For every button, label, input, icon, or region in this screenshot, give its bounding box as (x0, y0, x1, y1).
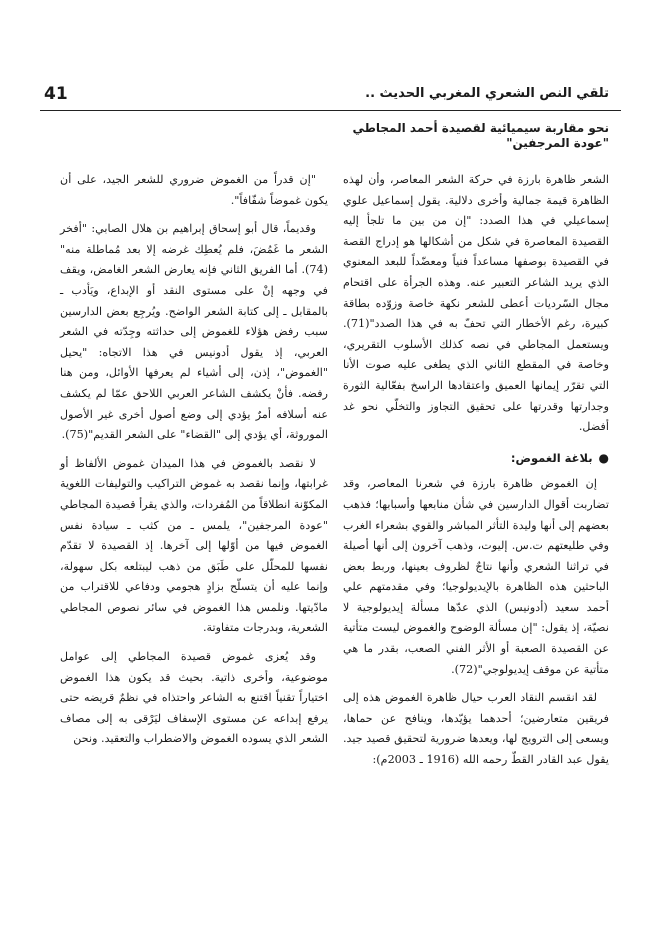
running-title: تلقي النص الشعري المغربي الحديث .. (365, 86, 609, 101)
paragraph: لقد انقسم النقاد العرب حيال ظاهرة الغموض هذه إلى فريقين متعارضين؛ أحدهما يؤيّدها، وينافح عن حماها، ويسعى إلى الترويج لها، ويعدها ضرورية لتحقيق قصيد جيد. يقول عبد القادر القطّ رحمه الله (1916 ـ 2003م): (343, 691, 609, 767)
paragraph: "إن قدراً من الغموض ضروري للشعر الجيد، على أن يكون غموضاً شفّافاً". (60, 173, 328, 207)
bullet-icon: ● (598, 450, 609, 465)
section-heading-text: بلاغة الغموض: (510, 450, 593, 465)
paragraph: إن الغموض ظاهرة بارزة في شعرنا المعاصر، وقد تضاربت أقوال الدارسين في شأن منابعها وأسبابها؛ فذهب بعضهم إلى أنها وليدة التأثر المباشر والقوي بشعراء الغرب وفي طليعتهم ت.س. إليوت، وذهب آخرون إلى أنها أصيلة في تراثنا الشعري وأنها نتاجٌ لظروف بعينها، وربط بعض الباحثين هذه الظاهرة بالإيديولوجيا؛ وفي مقدمتهم علي أحمد سعيد (أدونيس) الذي عدّها مسألة إيديولوجية لا نصيّة، إذ يقول: "إن مسألة الوضوح والغموض ليست متأتية عن القصيدة الصعبة أو الأثر الفني الصعب، بقدر ما هي متأتية عن موقف إيديولوجي"(72). (343, 477, 609, 676)
article-subtitle: نحو مقاربة سيميائية لقصيدة أحمد المجاطي (352, 121, 609, 135)
paragraph: لا نقصد بالغموض في هذا الميدان غموض الألفاظ أو غرابتها، وإنما نقصد به غموض التراكيب والتوليفات اللغوية المكوّنة انطلاقاً من المُفردات، والذي يقرأ قصيدة المجاطي "عودة المرجفين"، يلمس ـ من كثب ـ سيادة نفس الغموض فيها من أوّلها إلى آخرها. إذ القصيدة لا تقدّم نفسها للمحلّل على طَبَق من ذهب ليبتلعه بكل سهولة، وإنما عليه أن يتسلّح بزادٍ هجومي ودفاعي للاقتراب من مادّيتها. ونلمس هذا الغموض في سائر نصوص المجاطي الشعرية، وبدرجات متفاوتة. (60, 456, 328, 635)
paragraph: وقديماً، قال أبو إسحاق إبراهيم بن هلال الصابي: "أفخر الشعر ما غَمُضَ، فلم يُعطِك غرضه إلا بعد مُماطلة منه"(74). أما الفريق الثاني فإنه يعارض الشعر الغامض، ويقف في وجهه إنْ على مستوى النقد أو الإبداع، ويَأدب ـ بالمقابل ـ إلى كتابة الشعر الواضح. ويُرجِع بعض الدارسين سبب رفض هؤلاء للغموض إلى حداثته وجِدّته في الشعر العربي، إذ يقول أدونيس في هذا الاتجاه: "يحيل "الغموض"، إذن، إلى أشياء لم يعرفها الأوائل، ومن هنا رفضه. فأنْ يكشف الشاعر العربي اللاحق عمّا لم يكشف عنه أسلافه أمرٌ يؤدي إلى وضع أصول أخرى غير الأصول الموروثة، أي يؤدي إلى "القضاء" على الشعر القديم"(75). (60, 222, 328, 442)
header-rule (40, 110, 621, 111)
right-column (343, 170, 609, 771)
page-number: 41 (44, 84, 68, 104)
paragraph: الشعر ظاهرة بارزة في حركة الشعر المعاصر، وأن لهذه الظاهرة قيمة جمالية وأخرى دلالية. يقول إسماعيل علوي إسماعيلي في هذا الصدد: "إن من بين ما تلجأ إليه القصيدة المعاصرة في شكل من أشكالها هو إدراج القصة في القصيدة بوصفها مساعداً فنياً ومعضّداً للبعد المعنوي الذي يريد الشاعر التعبير عنه. وهذه الجرأة على اقتحام مجال السّرديات أعطى للشعر نكهة خاصة وزوّده بطاقة كبيرة، رغم الأخطار التي تحفّ به في هذا الصدد"(71). ويستعمل المجاطي في نصه كذلك الأسلوب التقريري، وخاصة في المقطع الثاني الذي يطغى عليه صوت الأنا التي تقرّر إيمانها العميق واعتقادها الراسخ بفعّالية الثورة وجدارتها وقدرتها على تحقيق التجاوز والتخلّي نحو غد أفضل. (343, 173, 609, 434)
left-column (60, 170, 328, 750)
paragraph: وقد يُعزى غموض قصيدة المجاطي إلى عوامل موضوعية، وأخرى ذاتية. بحيث قد يكون هذا الغموض اختياراً تقنياً اقتنع به الشاعر واحتذاه في نظمٌ قريضه حتى يرفع إبداعه عن مستوى الإسفاف ليَرْقى به إلى مصاف الشعر الذي يسوده الغموض والاضطراب والتعقيد. ونحن (60, 650, 328, 746)
poem-title: "عودة المرجفين" (506, 136, 609, 150)
section-heading (343, 448, 609, 469)
